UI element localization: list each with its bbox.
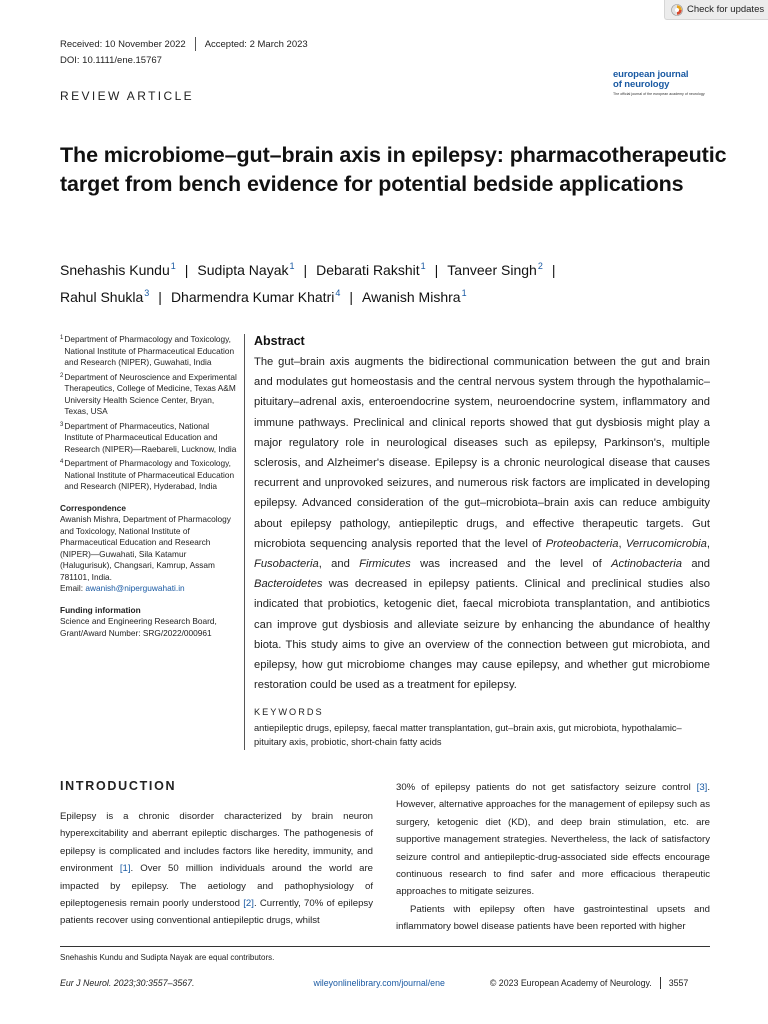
abstract-body: The gut–brain axis augments the bidirectional communication between the gut and brain and modulates gut homeostasis and the central nervous system through the hypothalamic–pituitary–adrenal axis, enteroendocrine system, neuroendocrine system, inflammatory and immune pathways. Preclinical and clinical reports showed that gut dysbiosis might play a major regulatory role in neurological diseases such as epilepsy, Parkinson's, multiple sclerosis, and Alzheimer's disease. Epilepsy is a chronic neurological disease that causes recurrent and unprovoked seizures, and numerous risk factors are implicated in developing epilepsy. Advanced consideration of the gut–microbiota–brain axis can reduce ambiguity about epilepsy pathology, antiepileptic drugs, and effective therapeutic targets. Gut microbiota sequencing analysis reported that the level of Proteobacteria, Verrucomicrobia, Fusobacteria, and Firmicutes was increased and the level of Actinobacteria and Bacteroidetes was decreased in epilepsy patients. Clinical and preclinical studies also indicated that probiotics, ketogenic diet, faecal microbiota transplantation, and antibiotics can improve gut dysbiosis and alleviate seizure by enhancing the abundance of healthy biota. This study aims to give an overview of the connection between gut microbiota, and epilepsy, how gut microbiome changes may cause epilepsy, and whether gut microbiome restoration could be used as a treatment for epilepsy.: [254, 356, 710, 692]
affiliation: 2 Department of Neuroscience and Experimental Therapeutics, College of Medicine, Texas A&M University Health Science Center, Bryan, Texas, USA: [60, 371, 237, 416]
check-for-updates-button[interactable]: [664, 0, 768, 20]
check-updates-icon: [671, 4, 683, 16]
citation-link[interactable]: [2]: [243, 898, 254, 910]
journal-subtitle: The official journal of the european academy of neurology: [613, 92, 705, 96]
doi[interactable]: DOI: 10.1111/ene.15767: [60, 55, 162, 66]
sidebar-info: [60, 334, 238, 639]
column-divider: [244, 334, 245, 750]
article-type: REVIEW ARTICLE: [60, 89, 195, 103]
article-title: The microbiome–gut–brain axis in epilepsy: pharmacotherapeutic target from bench evidence for potential bedside applications: [60, 143, 727, 196]
correspondence-heading: Correspondence: [60, 502, 126, 513]
article-dates: [60, 38, 308, 50]
check-updates-label: Check for updates: [687, 4, 765, 15]
affiliation: 4 Department of Pharmacology and Toxicology, National Institute of Pharmaceutical Education and Research (NIPER), Hyderabad, India: [60, 458, 235, 491]
page-number: 3557: [668, 978, 689, 988]
author[interactable]: Dharmendra Kumar Khatri$^4$: [170, 288, 341, 305]
citation-link[interactable]: [1]: [119, 863, 131, 875]
author-list: Snehashis Kundu$^1$ | Sudipta Nayak$^1$ | Debarati Rakshit$^1$ | Tanveer Singh$^2$ | Rahul Shukla$^3$ | Dharmendra Kumar Khatri$^4$ | Awanish Mishra$^1$: [60, 261, 556, 305]
correspondence-email-line: Email: awanish@niperguwahati.in: [60, 583, 185, 593]
author[interactable]: Debarati Rakshit$^1$: [316, 261, 426, 278]
keywords-list: antiepileptic drugs, epilepsy, faecal matter transplantation, gut–brain axis, gut microbiota, hypothalamic–pituitary axis, probiotic, short-chain fatty acids: [254, 723, 682, 748]
funding-heading: Funding information: [60, 604, 141, 615]
citation-link[interactable]: [3]: [696, 782, 708, 793]
correspondence-text: Awanish Mishra, Department of Pharmacology and Toxicology, National Institute of Pharmaceutical Education and Research (NIPER)—Guwahati, Sila Katamur (Halugurisuk), Changsari, Kamrup, Assam 781101, India.: [60, 514, 231, 582]
meta-divider: [195, 37, 196, 51]
funding-text: Science and Engineering Research Board, Grant/Award Number: SRG/2022/000961: [60, 616, 217, 638]
footer-divider: [660, 977, 661, 989]
author[interactable]: Tanveer Singh$^2$: [447, 261, 543, 278]
page-footer: [60, 977, 710, 989]
author[interactable]: Awanish Mishra$^1$: [362, 288, 467, 305]
correspondence: [60, 503, 238, 595]
accepted-date: Accepted: 2 March 2023: [204, 38, 308, 50]
intro-paragraph: Patients with epilepsy often have gastrointestinal upsets and inflammatory bowel disease patients have been reported with higher: [396, 903, 710, 933]
journal-logo: [613, 70, 718, 96]
journal-name-line1: european journal: [613, 69, 689, 80]
funding: [60, 605, 238, 640]
received-date: Received: 10 November 2022: [60, 38, 186, 50]
section-heading-introduction: INTRODUCTION: [60, 779, 177, 793]
copyright: © 2023 European Academy of Neurology.: [489, 978, 652, 988]
abstract: [254, 334, 710, 749]
footnote-rule: [60, 946, 710, 947]
author[interactable]: Snehashis Kundu$^1$: [60, 261, 176, 278]
affiliation: 1 Department of Pharmacology and Toxicology, National Institute of Pharmaceutical Education and Research (NIPER), Guwahati, India: [60, 334, 235, 367]
journal-link[interactable]: wileyonlinelibrary.com/journal/ene: [313, 978, 445, 988]
keywords-heading: KEYWORDS: [254, 707, 324, 718]
author[interactable]: Rahul Shukla$^3$: [60, 288, 150, 305]
intro-right-column: 30% of epilepsy patients do not get satisfactory seizure control [3]. However, alternative approaches for the management of epilepsy such as surgery, ketogenic diet (KD), and deep brain stimulation, etc. are supportive management strategies. Nevertheless, the lack of satisfactory seizure control and antiepileptic-drug-associated side effects encourage continuous research to find safer and more efficacious therapeutic approaches to mitigate seizures. Patients with epilepsy often have gastrointestinal upsets and inflammatory bowel disease patients have been reported with higher: [396, 779, 710, 936]
abstract-heading: Abstract: [254, 334, 305, 348]
email-link[interactable]: awanish@niperguwahati.in: [85, 583, 185, 593]
author[interactable]: Sudipta Nayak$^1$: [197, 261, 295, 278]
journal-name-line2: of neurology: [613, 79, 670, 90]
intro-left-column: Epilepsy is a chronic disorder characterized by brain neuron hyperexcitability and aberrant epileptic discharges. The pathogenesis of epilepsy is complicated and includes factors like heredity, immunity, and environment [1]. Over 50 million individuals around the world are impacted by epilepsy. The aetiology and pathophysiology of epileptogenesis remain poorly understood [2]. Currently, 70% of epilepsy patients recover using conventional antiepileptic drugs, whilst: [60, 811, 373, 927]
footnote: Snehashis Kundu and Sudipta Nayak are equal contributors.: [60, 953, 275, 962]
affiliation: 3 Department of Pharmaceutics, National Institute of Pharmaceutical Education and Research (NIPER)—Raebareli, Lucknow, India: [60, 420, 237, 454]
journal-citation: Eur J Neurol. 2023;30:3557–3567.: [60, 978, 195, 988]
